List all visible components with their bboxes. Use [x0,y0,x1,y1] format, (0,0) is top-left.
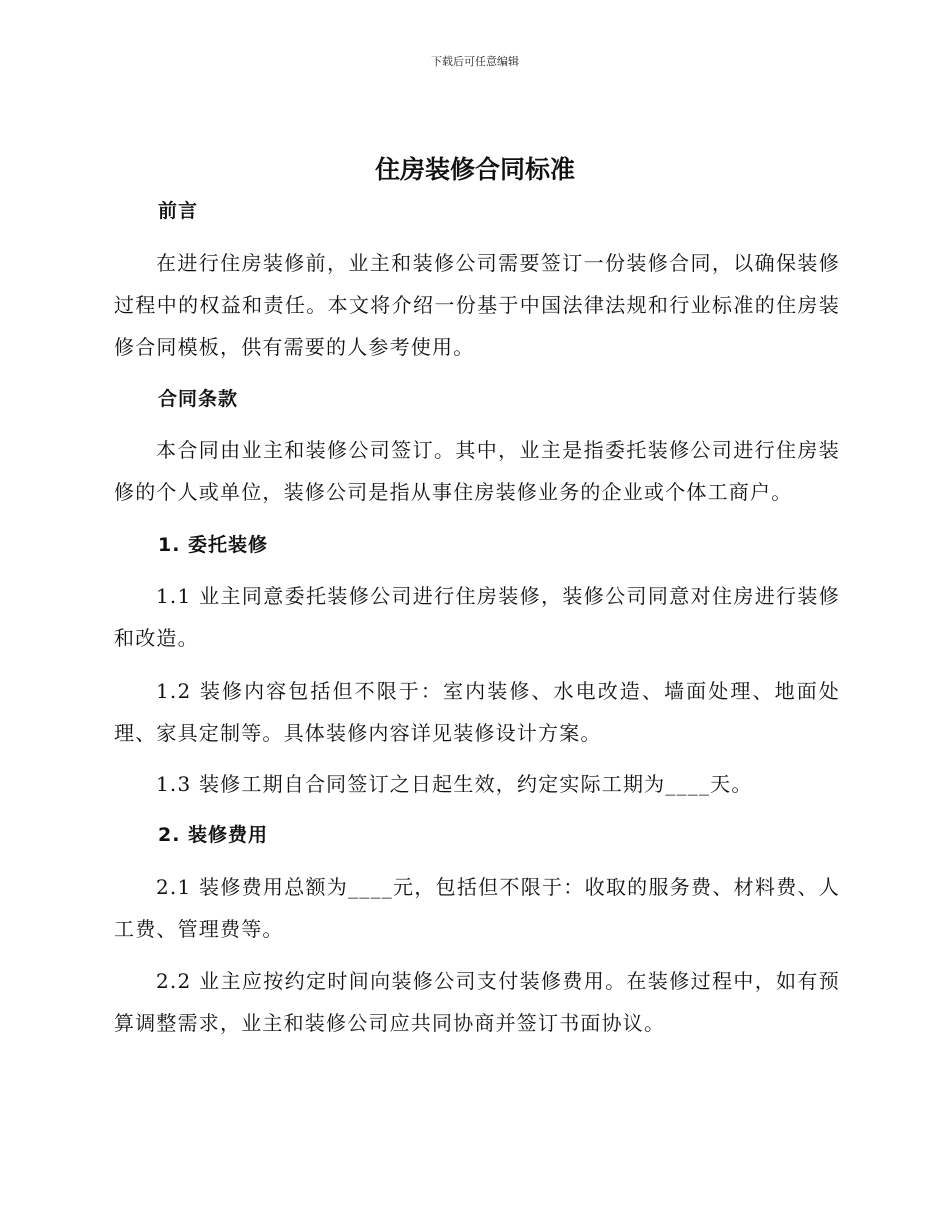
clause-1-2: 1.2 装修内容包括但不限于：室内装修、水电改造、墙面处理、地面处理、家具定制等。具体装修内容详见装修设计方案。 [114,679,840,745]
contract-terms-paragraph: 本合同由业主和装修公司签订。其中，业主是指委托装修公司进行住房装修的个人或单位，装修公司是指从事住房装修业务的企业或个体工商户。 [114,438,840,504]
section-2-heading: 2. 装修费用 [158,824,269,846]
section-1-heading: 1. 委托装修 [158,534,269,556]
clause-2-2: 2.2 业主应按约定时间向装修公司支付装修费用。在装修过程中，如有预算调整需求，业主和装修公司应共同协商并签订书面协议。 [114,969,840,1035]
clause-1-3: 1.3 装修工期自合同签订之日起生效，约定实际工期为____天。 [156,772,753,796]
clause-1-1: 1.1 业主同意委托装修公司进行住房装修，装修公司同意对住房进行装修和改造。 [114,584,840,650]
page-header-note: 下载后可任意编辑 [431,55,519,68]
contract-terms-heading: 合同条款 [158,388,239,410]
document-title: 住房装修合同标准 [374,155,575,184]
preface-paragraph: 在进行住房装修前，业主和装修公司需要签订一份装修合同，以确保装修过程中的权益和责任。本文将介绍一份基于中国法律法规和行业标准的住房装修合同模板，供有需要的人参考使用。 [114,251,840,359]
preface-heading: 前言 [158,200,199,222]
clause-2-1: 2.1 装修费用总额为____元，包括但不限于：收取的服务费、材料费、人工费、管理费等。 [114,875,840,941]
